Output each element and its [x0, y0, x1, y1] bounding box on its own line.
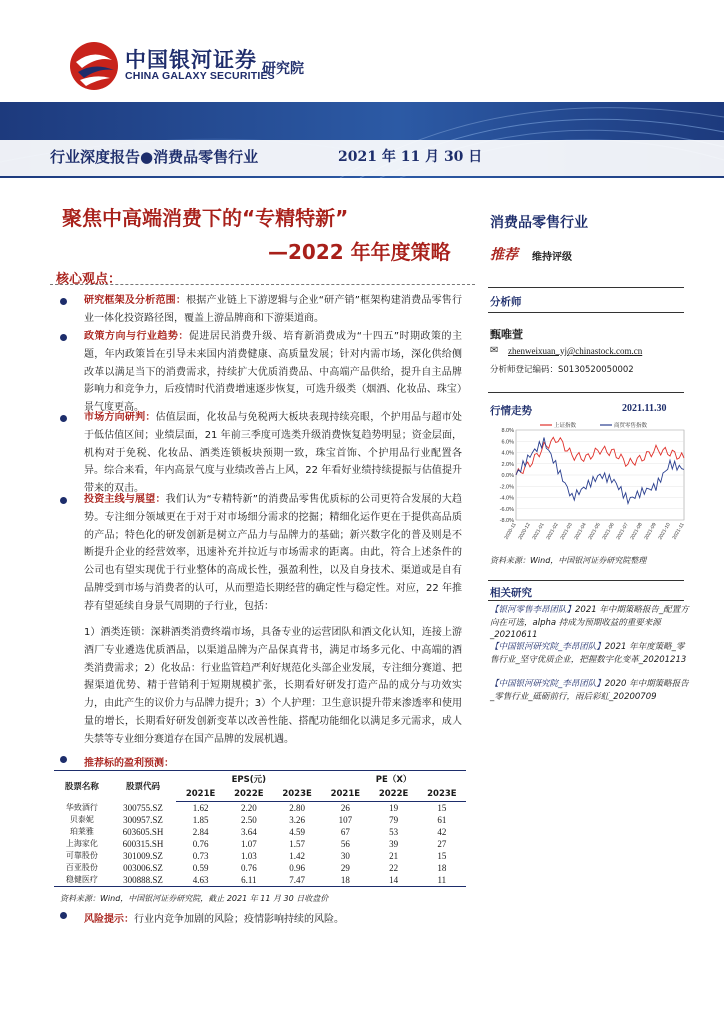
analyst-name: 甄唯萱	[490, 328, 523, 341]
legend-label: 商贸零售指数	[614, 423, 648, 429]
x-tick-label: 2021-09	[643, 522, 658, 541]
y-tick-label: -6.0%	[499, 506, 514, 513]
y-tick-label: 2.0%	[501, 461, 514, 468]
y-tick-label: 0.0%	[501, 473, 514, 479]
x-tick-label: 2021-08	[629, 522, 644, 541]
table-title: 推荐标的盈利预测：	[84, 758, 174, 769]
table-row: 可靠股份 301009.SZ 0.73 1.03 1.42 30 21 15	[65, 851, 447, 861]
col-header-year: 2023E	[273, 787, 321, 802]
report-title-line1: 聚焦中高端消费下的“专精特新”	[62, 206, 349, 230]
related-heading: 相关研究	[490, 587, 532, 599]
divider	[488, 580, 684, 581]
x-tick-label: 2021-04	[573, 522, 588, 541]
table-row: 珀莱雅 603605.SH 2.84 3.64 4.59 67 53 42	[69, 827, 447, 837]
analyst-email-link[interactable]: zhenweixuan_yj@chinastock.com.cn	[508, 346, 643, 356]
bullet-icon	[60, 298, 67, 305]
col-header-year: 2022E	[369, 787, 417, 802]
divider	[50, 284, 475, 285]
related-item[interactable]: 【中国银河研究院_李昂团队】2020 年中期策略报告_零售行业_砥砺前行，雨后彩虹_20200709	[490, 679, 689, 702]
trend-date: 2021.11.30	[622, 403, 667, 414]
chart-source: 资料来源：Wind，中国银河证券研究院整理	[490, 556, 647, 565]
col-header-year: 2022E	[225, 787, 273, 802]
x-tick-label: 2021-07	[615, 522, 630, 541]
divider	[488, 287, 684, 288]
series-line	[516, 438, 684, 504]
risk-warning: 风险提示：行业内竞争加剧的风险；疫情影响持续的风险。	[84, 914, 344, 925]
forecast-table	[54, 770, 466, 887]
x-tick-label: 2020-12	[517, 522, 532, 541]
report-type: 行业深度报告●消费品零售行业	[50, 148, 259, 166]
brand-name-en: CHINA GALAXY SECURITIES	[125, 70, 275, 82]
brand-name-cn: 中国银河证券	[125, 48, 257, 72]
email-icon: ✉	[490, 345, 499, 356]
col-header-year: 2021E	[321, 787, 369, 802]
x-tick-label: 2021-03	[559, 522, 574, 541]
industry-label: 消费品零售行业	[490, 215, 588, 231]
table-row: 上海家化 600315.SH 0.76 1.07 1.57 56 39 27	[65, 839, 447, 849]
related-item[interactable]: 【中国银河研究院_李昂团队】2021 年年度策略_零售行业_坚守优质企业，把握数字化变革_20201213	[490, 642, 687, 665]
col-group-pe: PE（X）	[321, 771, 466, 788]
x-tick-label: 2020-11	[503, 522, 518, 541]
section-title: 核心观点：	[56, 272, 122, 287]
institute-label: 研究院	[262, 61, 304, 77]
report-date: 2021 年 11 月 30 日	[338, 149, 483, 165]
bullet-icon	[60, 415, 67, 422]
paragraph-subsectors: 1）酒类连锁：深耕酒类消费终端市场，具备专业的运营团队和酒文化认知，连接上游酒厂专业遴选优质酒品，以渠道品牌为产品保真背书，满足市场多元化、中高端的酒类消费需求；2）化妆品：行业监管趋严利好规范化头部企业发展，专注细分赛道、把握渠道优势、精于营销利于短期规模扩张，长期看好研发打造产品的成分与功效实力，由此产生的议价力与品牌力提升；3）个人护理：卫生意识提升带来渗透率和使用量的增长，长期看好研发创新变革以改善性能、搭配功能细化以满足多元需求，成人失禁等专业细分赛道存在国产品牌的发展机遇。	[84, 627, 462, 745]
col-header-code: 股票代码	[110, 771, 177, 802]
recommend-label: 推荐	[490, 247, 518, 263]
table-row: 百亚股份 003006.SZ 0.59 0.76 0.96 29 22 18	[65, 863, 447, 873]
table-row: 贝泰妮 300957.SZ 1.85 2.50 3.26 107 79 61	[69, 815, 447, 825]
rating-label: 维持评级	[532, 252, 572, 263]
analyst-registration: 分析师登记编码：S0130520050002	[490, 365, 634, 375]
galaxy-logo-icon	[68, 40, 120, 92]
related-item[interactable]: 【银河零售李昂团队】2021 年中期策略报告_配置方向在可选，alpha 持成为预期收益的重要来源_20210611	[490, 605, 689, 640]
bullet-icon	[60, 912, 67, 919]
table-source: 资料来源：Wind，中国银河证券研究院，截止 2021 年 11 月 30 日收盘价	[60, 894, 329, 903]
col-header-year: 2021E	[176, 787, 224, 802]
x-tick-label: 2021-10	[657, 522, 672, 541]
divider	[488, 312, 684, 313]
paragraph-investment: 投资主线与展望：我们认为“专精特新”的消费品零售优质标的公司更符合发展的大趋势。专注细分领域更在于对于对市场细分需求的挖掘；精细化运作更在于提供高品质的产品；特色化的研发创新是树立产品力与品牌力的基础；新兴数字化的普及则是不断提升企业的经营效率，迅速补充并拉近与市场需求的距离。由此，符合上述条件的公司也有望实现优于行业整体的高成长性，强盈利性，以及自身技术、渠道或是自有品牌受到市场与消费者的认可，从而塑造长期经营的确定性与稳定性。对应，22 年推荐有望延续自身景气周期的子行业，包括：	[84, 494, 462, 612]
x-tick-label: 2021-01	[531, 522, 546, 541]
paragraph-policy: 政策方向与行业趋势：促进居民消费升级、培育新消费成为“十四五”时期政策的主题，年内政策旨在引导未来国内消费健康、高质量发展；针对内需市场，深化供给侧改革以满足当下的消费需求，持续扩大优质消费品、中高端产品供给，提升自主品牌影响力和竞争力，后疫情时代消费增速逐步恢复，可选升级类（烟酒、化妆品、珠宝）景气度更高。	[84, 331, 462, 414]
table-row: 华致酒行 300755.SZ 1.62 2.20 2.80 26 19 15	[65, 802, 447, 813]
x-tick-label: 2021-02	[545, 522, 560, 541]
bullet-icon	[60, 497, 67, 504]
divider	[488, 392, 684, 393]
x-tick-label: 2021-05	[587, 522, 602, 541]
col-header-year: 2023E	[418, 787, 466, 802]
x-tick-label: 2021-06	[601, 522, 616, 541]
y-tick-label: 6.0%	[501, 439, 514, 446]
col-header-name: 股票名称	[54, 771, 110, 802]
table-row: 稳健医疗 300888.SZ 4.63 6.11 7.47 18 14 11	[54, 874, 466, 887]
trend-chart	[488, 420, 688, 548]
y-tick-label: -2.0%	[499, 484, 514, 491]
analyst-heading: 分析师	[490, 296, 522, 308]
series-line	[516, 437, 684, 475]
divider	[488, 600, 684, 601]
paragraph-framework: 研究框架及分析范围：根据产业链上下游逻辑与企业“研产销”框架构建消费品零售行业一体化投资路径图，覆盖上游品牌商和下游渠道商。	[84, 295, 462, 324]
bullet-icon	[60, 756, 67, 763]
bullet-icon	[60, 334, 67, 341]
y-tick-label: 4.0%	[501, 450, 514, 457]
paragraph-market: 市场方向研判：估值层面，化妆品与免税两大板块表现持续亮眼，个护用品与超市处于低估值区间；业绩层面，21 年前三季度可选类升级消费恢复趋势明显；资金层面，机构对于免税、化妆品、酒类连锁板块预期一致，珠宝首饰、个护用品行业配置各异。综合来看，年内高景气度与业绩改善占上风，22 年看好业绩持续提振与估值提升带来的双击。	[84, 412, 463, 495]
report-title-line2: —2022 年年度策略	[268, 240, 451, 264]
col-group-eps: EPS(元)	[176, 771, 321, 788]
legend-label: 上证指数	[554, 423, 577, 429]
y-tick-label: -4.0%	[499, 495, 514, 502]
x-tick-label: 2021-11	[671, 522, 686, 541]
y-tick-label: -8.0%	[499, 518, 514, 524]
trend-heading: 行情走势	[490, 405, 532, 417]
y-tick-label: 8.0%	[501, 428, 514, 434]
